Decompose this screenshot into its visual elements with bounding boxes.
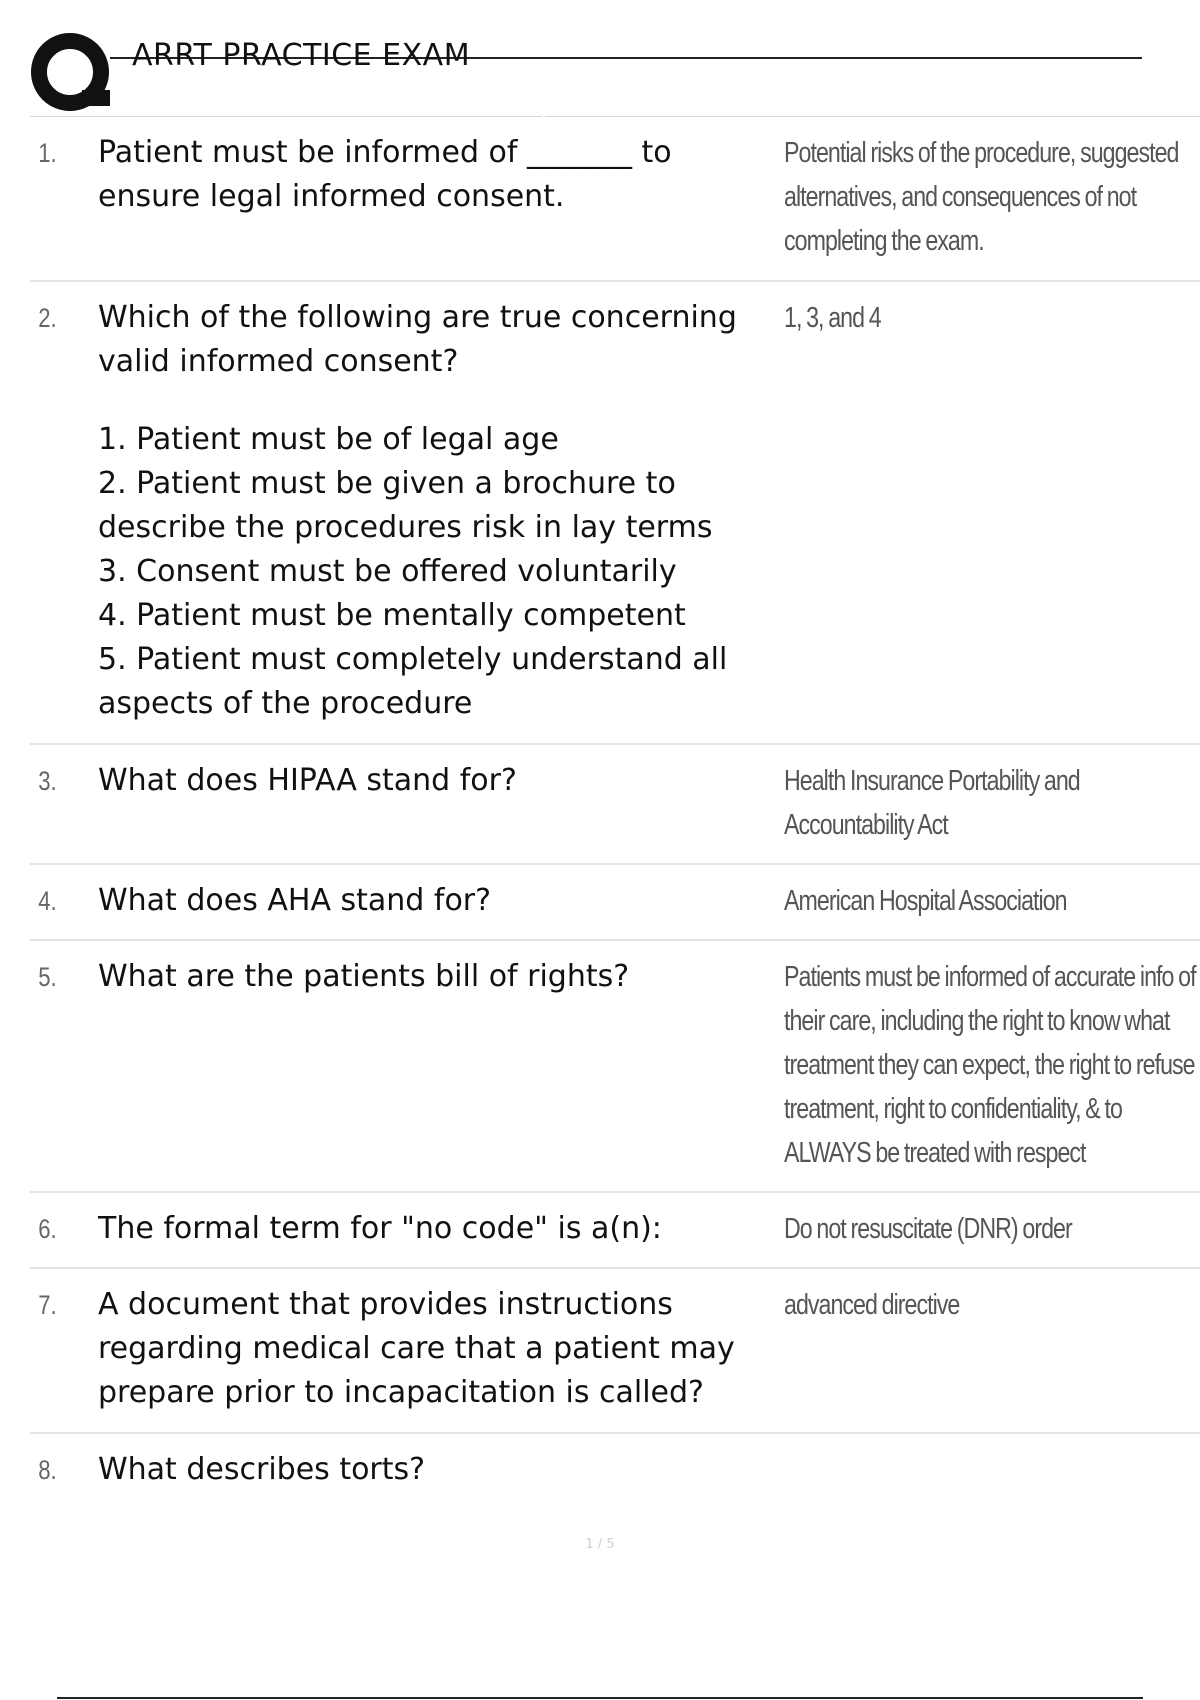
option-item: 2. Patient must be given a brochure to describe the procedures risk in lay terms (98, 466, 713, 545)
question-row-1 (30, 117, 1200, 282)
question-list (30, 117, 1200, 1514)
answer-value: Potential risks of the procedure, suggested alternatives, and consequences of not completing the exam. (784, 137, 1179, 257)
question-number: 1. (38, 138, 57, 168)
question-prompt: Patient must be informed of _______ to ensure legal informed consent. (98, 135, 672, 214)
question-number: 4. (38, 886, 57, 916)
answer-text (756, 296, 1200, 743)
page-header (0, 0, 1200, 120)
answer-text (756, 131, 1200, 280)
question-text (98, 1283, 756, 1432)
answer-value: Do not resuscitate (DNR) order (784, 1213, 1072, 1245)
document-title: ARRT PRACTICE EXAM (132, 38, 471, 73)
answer-value: 1, 3, and 4 (784, 302, 881, 334)
answer-value: advanced directive (784, 1289, 960, 1321)
option-item: 4. Patient must be mentally competent (98, 598, 686, 633)
answer-text (756, 1207, 1200, 1267)
question-text (98, 955, 756, 1191)
question-row-4 (30, 865, 1200, 941)
question-prompt: Which of the following are true concerning valid informed consent? (98, 300, 737, 379)
question-prompt: What describes torts? (98, 1452, 426, 1487)
question-row-3 (30, 745, 1200, 865)
answer-value: American Hospital Association (784, 885, 1067, 917)
question-number: 8. (38, 1455, 57, 1485)
answer-text (756, 879, 1200, 939)
question-text (98, 1448, 756, 1514)
question-text (98, 131, 756, 280)
question-number: 5. (38, 962, 57, 992)
question-prompt: What are the patients bill of rights? (98, 959, 630, 994)
answer-value: Health Insurance Portability and Accountability Act (784, 765, 1080, 841)
answer-text (756, 1283, 1200, 1432)
question-text (98, 1207, 756, 1267)
answer-text (756, 955, 1200, 1191)
question-prompt: A document that provides instructions regarding medical care that a patient may prepare prior to incapacitation is called? (98, 1287, 735, 1410)
question-prompt: What does AHA stand for? (98, 883, 492, 918)
option-item: 3. Consent must be offered voluntarily (98, 554, 677, 589)
answer-options (98, 418, 756, 726)
question-row-2 (30, 282, 1200, 745)
q-logo-icon (30, 30, 114, 114)
question-prompt: The formal term for "no code" is a(n): (98, 1211, 662, 1246)
question-row-6 (30, 1193, 1200, 1269)
footer-divider (57, 1697, 1143, 1699)
question-number: 3. (38, 766, 57, 796)
answer-value: Patients must be informed of accurate info of their care, including the right to know what treatment they can expect, the right to refuse treatment, right to confidentiality, & to ALWAYS be treated with respect (784, 961, 1196, 1169)
option-item: 5. Patient must completely understand all aspects of the procedure (98, 642, 728, 721)
option-item: 1. Patient must be of legal age (98, 422, 559, 457)
question-row-7 (30, 1269, 1200, 1434)
question-row-5 (30, 941, 1200, 1193)
question-number: 6. (38, 1214, 57, 1244)
question-prompt: What does HIPAA stand for? (98, 763, 517, 798)
question-text (98, 296, 756, 743)
answer-text (756, 1448, 1200, 1514)
page-number: 1 / 5 (585, 1537, 615, 1552)
question-text (98, 879, 756, 939)
question-number: 7. (38, 1290, 57, 1320)
answer-text (756, 759, 1200, 863)
question-text (98, 759, 756, 863)
question-row-8 (30, 1434, 1200, 1514)
question-number: 2. (38, 303, 57, 333)
